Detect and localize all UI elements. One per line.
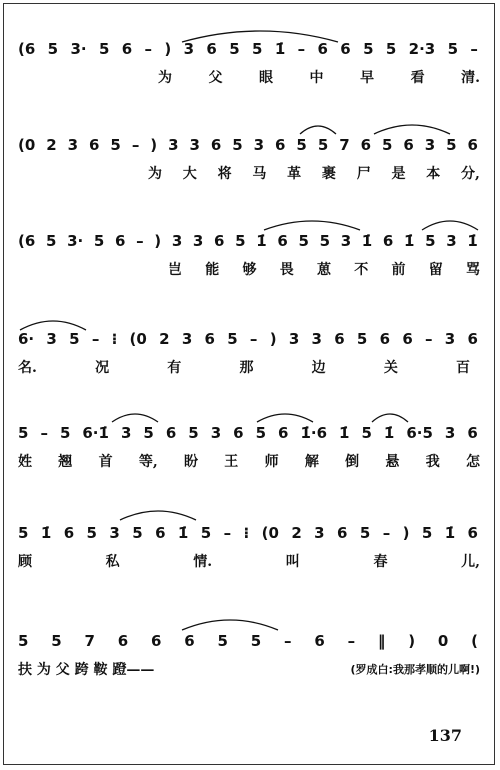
note-token: 6: [121, 40, 133, 58]
lyric-char: 边: [311, 360, 326, 376]
note-token: 6: [277, 232, 288, 250]
note-token: 6: [317, 40, 328, 58]
note-token: (0: [261, 524, 279, 542]
note-token: 6: [63, 524, 75, 542]
lyric-char: 姓: [18, 454, 32, 470]
note-token: 5: [296, 136, 307, 154]
note-token: 5: [59, 424, 71, 442]
note-token: 3: [189, 136, 200, 154]
note-token: ⁝: [111, 330, 118, 348]
note-token: 5: [47, 40, 59, 58]
note-token: 5: [45, 232, 57, 250]
lyric-char: 将: [217, 166, 232, 182]
note-token: 1̇: [383, 424, 395, 442]
lyric-char: 有: [167, 360, 182, 376]
lyric-char: 父: [208, 70, 223, 86]
note-token: 2: [159, 330, 170, 348]
note-token: 3: [253, 136, 265, 154]
lyric-char: 那: [239, 360, 254, 376]
note-token: 3: [192, 232, 204, 250]
note-token: 5: [98, 40, 110, 58]
note-token: 5: [359, 524, 371, 542]
note-token: 3: [168, 136, 179, 154]
lyric-char: 怎: [465, 454, 480, 470]
notation-line: [18, 416, 478, 442]
lyric-char: 马: [252, 166, 267, 182]
note-token: 1̇: [274, 40, 286, 58]
lyric-char: 中: [309, 70, 324, 86]
note-token: 5: [232, 136, 243, 154]
note-token: –: [347, 632, 356, 650]
note-token: 6: [275, 136, 286, 154]
spoken-dialogue: (罗成白:我那孝顺的儿啊!): [350, 663, 480, 676]
note-token: –: [470, 40, 478, 58]
note-token: 6: [379, 330, 391, 348]
note-token: 5: [86, 524, 97, 542]
note-token: 3: [444, 330, 456, 348]
lyric-char: 等,: [138, 454, 158, 470]
note-token: –: [144, 40, 153, 58]
lyric-char: 葸: [317, 262, 331, 278]
lyric-char: 清.: [461, 70, 480, 86]
lyric-char: 畏: [279, 262, 294, 278]
note-token: 1̇: [256, 232, 267, 250]
note-token: 6: [334, 330, 345, 348]
note-token: 3·: [70, 40, 87, 58]
note-token: 5: [227, 330, 238, 348]
note-token: 5: [188, 424, 199, 442]
note-token: 1̇: [444, 524, 456, 542]
note-token: 5: [143, 424, 154, 442]
note-token: 6: [278, 424, 289, 442]
lyric-line: [18, 450, 480, 472]
note-token: 5: [425, 232, 436, 250]
note-token: –: [223, 524, 232, 542]
lyric-char: 岂: [168, 262, 182, 278]
note-token: 2: [46, 136, 57, 154]
note-token: 5: [356, 330, 368, 348]
note-token: 6: [206, 40, 217, 58]
lyric-char: 私: [105, 554, 120, 570]
lyric-char: 裹: [321, 166, 336, 182]
lyric-char: 春: [373, 554, 388, 570]
lyric-char: 顾: [18, 554, 32, 570]
note-token: –: [425, 330, 433, 348]
note-token: 6: [360, 136, 372, 154]
note-token: 6·1̇: [82, 424, 109, 442]
note-token: 6·5: [406, 424, 433, 442]
note-token: 6: [467, 136, 478, 154]
note-token: 3: [171, 232, 183, 250]
note-token: 5: [93, 232, 105, 250]
note-token: (0: [129, 330, 147, 348]
note-token: 5: [381, 136, 393, 154]
note-token: 5: [421, 524, 433, 542]
note-token: (6: [18, 40, 36, 58]
lyric-line: [18, 258, 480, 280]
note-token: ): [150, 136, 158, 154]
lyric-char: 看: [410, 70, 425, 86]
note-token: 3: [210, 424, 222, 442]
note-token: 6: [184, 632, 195, 650]
note-token: 3: [120, 424, 132, 442]
note-token: 3: [67, 136, 79, 154]
notation-line: [18, 624, 478, 650]
page-border: [3, 3, 495, 765]
note-token: 6: [204, 330, 215, 348]
note-token: 5: [18, 424, 29, 442]
note-token: 3: [424, 136, 436, 154]
note-token: 6: [165, 424, 177, 442]
note-token: 5: [217, 632, 228, 650]
lyric-char: 能: [205, 262, 220, 278]
note-token: 5: [18, 524, 29, 542]
note-token: 6: [314, 632, 325, 650]
lyric-char: 早: [360, 70, 375, 86]
note-token: 1̇: [339, 424, 350, 442]
note-token: 5: [200, 524, 212, 542]
note-token: 6: [89, 136, 100, 154]
note-token: 5: [319, 232, 331, 250]
lyric-text: 扶 为 父 跨 鞍 蹬——: [18, 662, 155, 678]
note-token: 7: [84, 632, 95, 650]
note-token: ‖: [377, 632, 386, 650]
note-token: 1̇·6: [300, 424, 328, 442]
lyric-char: 分,: [461, 166, 480, 182]
lyric-char: 儿,: [461, 554, 480, 570]
note-token: 3: [46, 330, 57, 348]
note-token: 1̇: [404, 232, 415, 250]
lyric-char: 解: [304, 454, 319, 470]
note-token: –: [284, 632, 292, 650]
lyric-char: 倒: [345, 454, 360, 470]
lyric-char: 大: [182, 166, 197, 182]
note-token: 2: [291, 524, 302, 542]
lyric-line: [18, 162, 480, 184]
lyric-char: 本: [426, 166, 441, 182]
note-token: 6: [214, 232, 225, 250]
note-token: 6: [117, 632, 129, 650]
note-token: 7: [339, 136, 350, 154]
note-token: 5: [132, 524, 143, 542]
page-number: 137: [428, 726, 462, 745]
notation-line: [18, 322, 478, 348]
note-token: 6: [115, 232, 126, 250]
note-token: 5: [229, 40, 240, 58]
note-token: –: [91, 330, 100, 348]
note-token: 5: [446, 136, 457, 154]
lyric-char: 骂: [466, 262, 480, 278]
note-token: (: [471, 632, 478, 650]
note-token: 5: [69, 330, 80, 348]
lyric-char: 况: [95, 360, 110, 376]
lyric-char: 不: [354, 262, 369, 278]
lyric-char: 王: [224, 454, 239, 470]
lyric-char: 眼: [259, 70, 274, 86]
lyric-char: 悬: [385, 454, 400, 470]
lyric-line: [18, 66, 480, 88]
lyric-char: 为: [148, 166, 162, 182]
lyric-line: [18, 356, 480, 378]
note-token: 2·3: [408, 40, 436, 58]
notation-line: [18, 224, 478, 250]
note-token: ): [402, 524, 410, 542]
lyric-char: 尸: [356, 166, 371, 182]
note-token: 6·: [18, 330, 35, 348]
lyric-line: [18, 550, 480, 572]
note-token: (0: [18, 136, 36, 154]
note-token: 3: [311, 330, 322, 348]
note-token: 3: [314, 524, 325, 542]
lyric-char: 翘: [58, 454, 73, 470]
note-token: ): [408, 632, 416, 650]
note-token: 6: [403, 136, 414, 154]
lyric-line: [18, 658, 480, 680]
note-token: 5: [252, 40, 263, 58]
note-token: 6: [467, 524, 478, 542]
note-token: 6: [337, 524, 348, 542]
note-token: 1̇: [467, 232, 478, 250]
note-token: ): [154, 232, 162, 250]
note-token: 5: [361, 424, 372, 442]
note-token: 3: [340, 232, 352, 250]
lyric-char: 情.: [193, 554, 213, 570]
note-token: 5: [298, 232, 309, 250]
note-token: 1̇: [177, 524, 189, 542]
note-token: 5: [255, 424, 267, 442]
lyric-char: 关: [383, 360, 398, 376]
note-token: 3: [444, 424, 456, 442]
note-token: 5: [18, 632, 29, 650]
note-token: 1̇: [361, 232, 373, 250]
note-token: 0: [437, 632, 449, 650]
notation-line: [18, 32, 478, 58]
note-token: –: [382, 524, 391, 542]
note-token: 5: [447, 40, 459, 58]
lyric-char: 够: [242, 262, 257, 278]
note-token: 3: [288, 330, 300, 348]
note-token: 3: [446, 232, 457, 250]
note-token: 5: [250, 632, 262, 650]
note-token: 5: [235, 232, 246, 250]
note-token: –: [249, 330, 258, 348]
note-token: (6: [18, 232, 36, 250]
note-token: 6: [233, 424, 244, 442]
lyric-char: 是: [391, 166, 406, 182]
lyric-char: 盼: [184, 454, 198, 470]
lyric-char: 前: [391, 262, 406, 278]
note-token: 5: [110, 136, 121, 154]
lyric-char: 留: [428, 262, 443, 278]
lyric-char: 百: [456, 360, 470, 376]
note-token: 1̇: [40, 524, 52, 542]
note-token: 6: [382, 232, 394, 250]
note-token: 3: [183, 40, 195, 58]
notation-line: [18, 516, 478, 542]
note-token: –: [131, 136, 140, 154]
note-token: ): [164, 40, 172, 58]
lyric-char: 名.: [18, 360, 37, 376]
note-token: 6: [467, 424, 478, 442]
note-token: 6: [340, 40, 351, 58]
note-token: ⁝: [243, 524, 250, 542]
note-token: 3·: [67, 232, 84, 250]
lyric-char: 叫: [285, 554, 300, 570]
note-token: 6: [151, 632, 162, 650]
note-token: 3: [181, 330, 193, 348]
lyric-char: 首: [98, 454, 113, 470]
note-token: –: [40, 424, 48, 442]
lyric-char: 为: [158, 70, 172, 86]
note-token: 5: [385, 40, 397, 58]
note-token: 5: [317, 136, 329, 154]
note-token: 6: [155, 524, 166, 542]
lyric-char: 我: [425, 454, 440, 470]
lyric-char: 革: [287, 166, 302, 182]
note-token: 6: [402, 330, 413, 348]
note-token: 5: [51, 632, 62, 650]
note-token: –: [297, 40, 306, 58]
note-token: 3: [109, 524, 120, 542]
notation-line: [18, 128, 478, 154]
note-token: ): [269, 330, 277, 348]
lyric-char: 师: [264, 454, 279, 470]
note-token: 6: [210, 136, 222, 154]
note-token: 5: [363, 40, 374, 58]
note-token: –: [136, 232, 144, 250]
note-token: 6: [467, 330, 478, 348]
